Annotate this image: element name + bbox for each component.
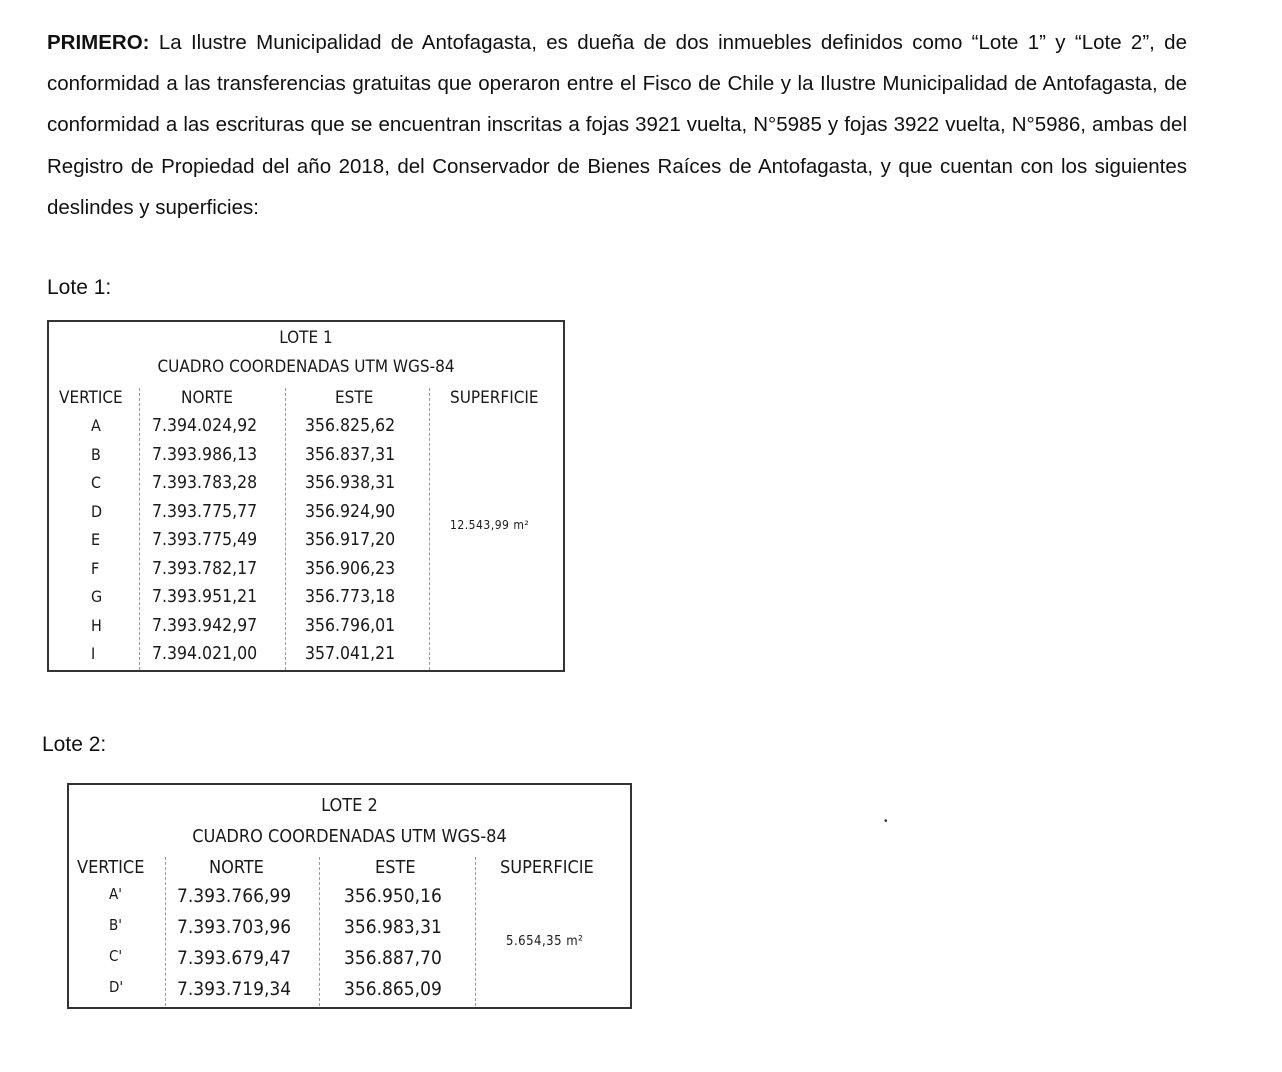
vertex-cell: C'	[109, 947, 123, 965]
vertex-cell: H	[91, 615, 102, 635]
este-cell: 356.837,31	[305, 444, 396, 465]
table-title: LOTE 1	[279, 328, 333, 348]
norte-cell: 7.393.775,77	[152, 501, 258, 522]
lote1-label: Lote 1:	[47, 276, 112, 299]
lote2-label: Lote 2:	[42, 733, 107, 756]
norte-cell: 7.394.024,92	[152, 416, 258, 436]
vertex-cell: C	[91, 473, 102, 492]
este-cell: 356.887,70	[344, 947, 442, 969]
este-cell: 356.825,62	[305, 416, 396, 436]
este-cell: 356.906,23	[305, 558, 396, 579]
norte-cell: 7.393.986,13	[152, 444, 258, 465]
vertex-cell: D	[91, 501, 103, 521]
norte-cell: 7.393.775,49	[152, 530, 258, 550]
table-title: LOTE 2	[321, 795, 378, 816]
lote2-coordinates-table	[67, 783, 632, 1009]
norte-cell: 7.394.021,00	[152, 644, 258, 664]
scan-speck: •	[884, 816, 888, 827]
column-header: SUPERFICIE	[450, 388, 539, 408]
column-header: NORTE	[181, 388, 233, 408]
column-divider	[285, 388, 286, 670]
primero-text: La Ilustre Municipalidad de Antofagasta, es dueña de dos inmuebles definidos como “Lote 1” y “Lote 2”, de conformidad a las transferencias gratuitas que operaron entre el Fisco de Chile y la Ilustre Municipalidad de Antofagasta, de conformidad a las escrituras que se encuentran inscritas a fojas 3921 vuelta, N°5985 y fojas 3922 vuelta, N°5986, ambas del Registro de Propiedad del año 2018, del Conservador de Bienes Raíces de Antofagasta, y que cuentan con los siguientes deslindes y superficies:	[47, 31, 1187, 219]
norte-cell: 7.393.719,34	[177, 978, 292, 1000]
column-header: ESTE	[375, 857, 416, 878]
column-divider	[139, 388, 140, 670]
vertex-cell: I	[91, 644, 96, 663]
column-header: VERTICE	[77, 857, 145, 878]
este-cell: 356.773,18	[305, 587, 396, 607]
column-header: NORTE	[209, 857, 264, 878]
vertex-cell: B	[91, 444, 101, 464]
column-header: SUPERFICIE	[500, 857, 594, 878]
vertex-cell: A'	[109, 885, 122, 903]
vertex-cell: B'	[109, 916, 122, 934]
vertex-cell: A	[91, 416, 101, 435]
table-subtitle: CUADRO COORDENADAS UTM WGS-84	[192, 826, 507, 847]
column-header: VERTICE	[59, 388, 123, 408]
este-cell: 356.796,01	[305, 615, 396, 636]
column-divider	[429, 388, 430, 670]
superficie-value: 12.543,99 m²	[450, 518, 530, 532]
primero-lead: PRIMERO:	[47, 31, 150, 54]
norte-cell: 7.393.942,97	[152, 615, 258, 636]
norte-cell: 7.393.766,99	[177, 885, 292, 907]
norte-cell: 7.393.679,47	[177, 947, 292, 969]
vertex-cell: E	[91, 530, 101, 549]
norte-cell: 7.393.782,17	[152, 558, 258, 579]
este-cell: 357.041,21	[305, 644, 396, 664]
primero-paragraph	[47, 22, 1187, 228]
lote1-coordinates-table	[47, 320, 565, 672]
superficie-value: 5.654,35 m²	[506, 934, 584, 949]
vertex-cell: F	[91, 558, 100, 578]
este-cell: 356.983,31	[344, 916, 442, 938]
norte-cell: 7.393.783,28	[152, 473, 258, 493]
vertex-cell: D'	[109, 978, 124, 996]
este-cell: 356.938,31	[305, 473, 396, 493]
norte-cell: 7.393.951,21	[152, 587, 258, 607]
este-cell: 356.917,20	[305, 530, 396, 550]
column-divider	[319, 857, 320, 1006]
este-cell: 356.924,90	[305, 501, 396, 522]
este-cell: 356.950,16	[344, 885, 442, 907]
column-divider	[165, 857, 166, 1006]
column-divider	[475, 857, 476, 1006]
vertex-cell: G	[91, 587, 103, 606]
norte-cell: 7.393.703,96	[177, 916, 292, 938]
table-subtitle: CUADRO COORDENADAS UTM WGS-84	[157, 357, 455, 377]
column-header: ESTE	[335, 388, 374, 408]
este-cell: 356.865,09	[344, 978, 442, 1000]
